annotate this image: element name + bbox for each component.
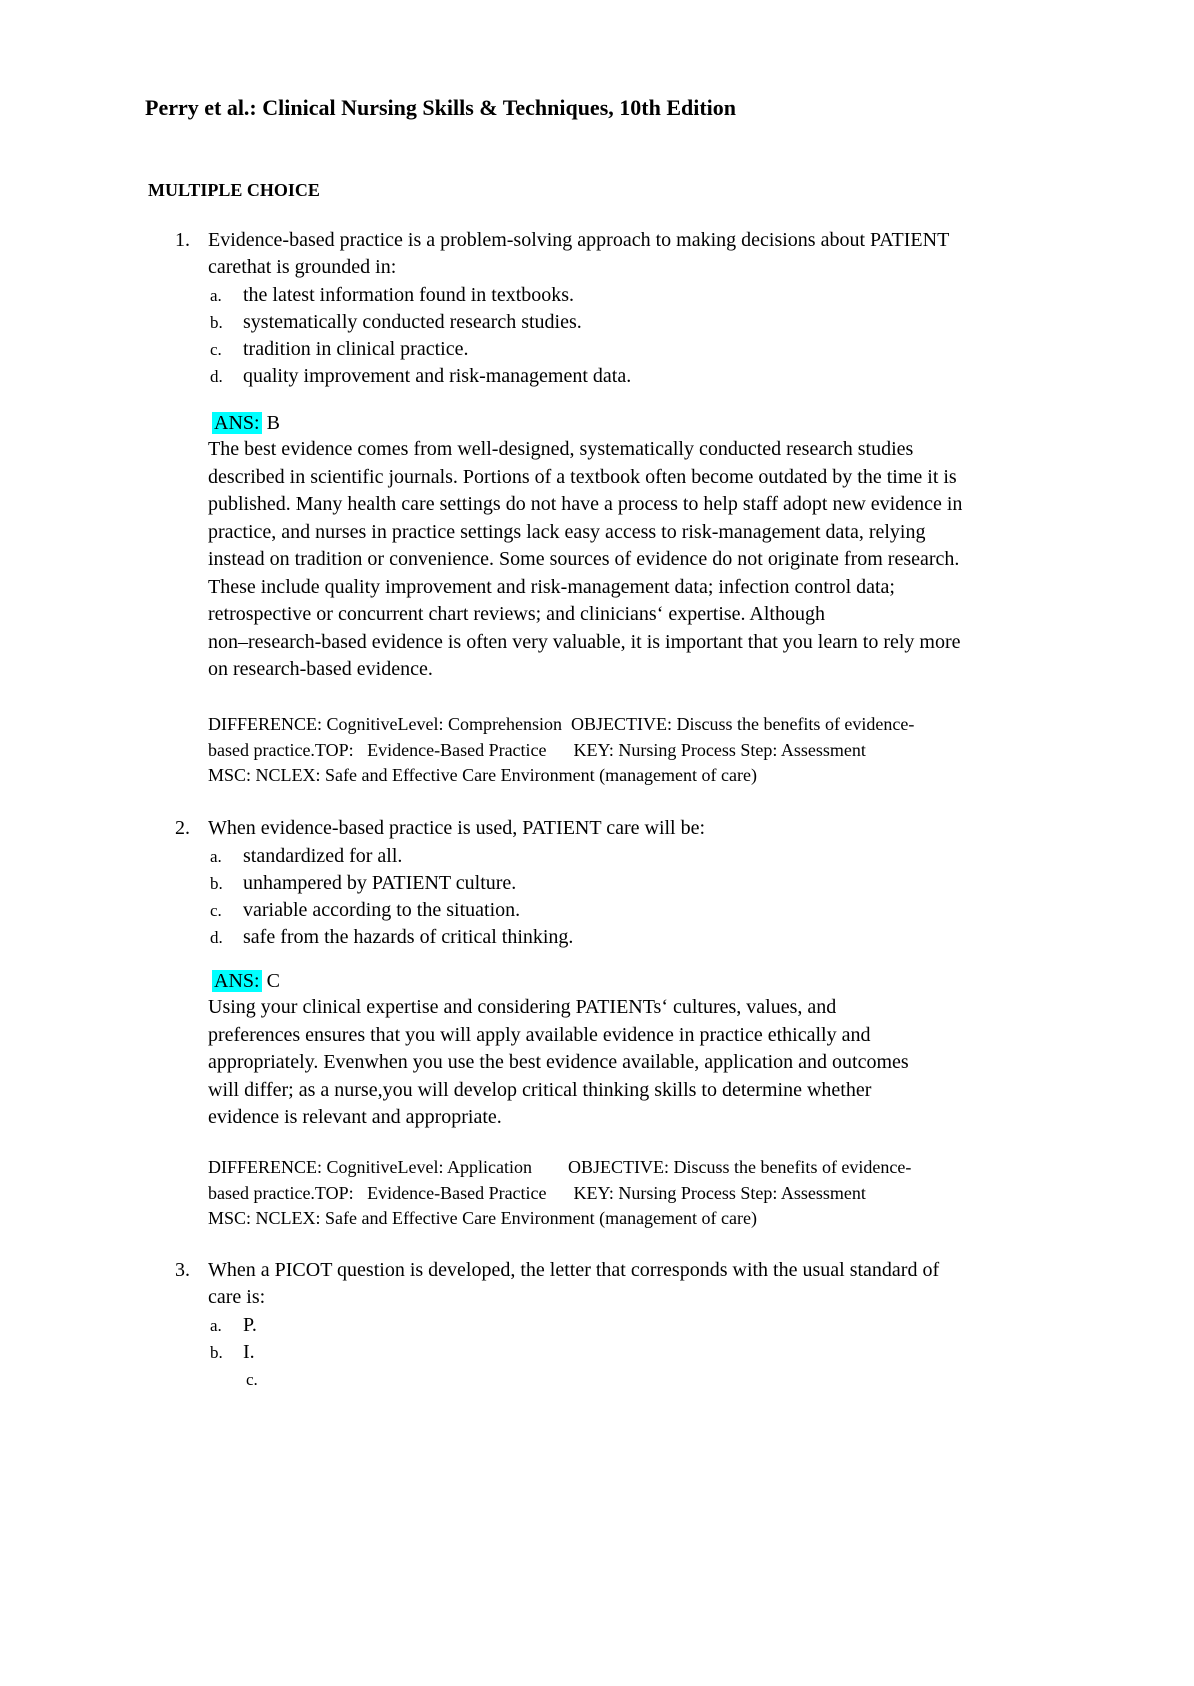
rationale-line: Using your clinical expertise and considering PATIENTs‘ cultures, values, and bbox=[208, 996, 837, 1018]
question-2-option-d-letter: d. bbox=[210, 928, 223, 947]
rationale-line: instead on tradition or convenience. Some sources of evidence do not originate from research. bbox=[208, 548, 960, 570]
question-1-rationale bbox=[208, 436, 1113, 684]
question-1-stem bbox=[208, 227, 1108, 281]
question-3-stem-line-1: When a PICOT question is developed, the letter that corresponds with the usual standard of bbox=[208, 1259, 940, 1281]
metadata-line: MSC: NCLEX: Safe and Effective Care Environment (management of care) bbox=[208, 765, 757, 785]
question-3-number: 3. bbox=[175, 1259, 190, 1281]
question-1-answer bbox=[212, 410, 280, 437]
answer-value: B bbox=[266, 412, 280, 434]
metadata-line: based practice.TOP: Evidence-Based Practice KEY: Nursing Process Step: Assessment bbox=[208, 739, 866, 760]
question-2-number: 2. bbox=[175, 817, 190, 839]
rationale-line: These include quality improvement and risk-management data; infection control data; bbox=[208, 575, 895, 598]
question-2-answer bbox=[212, 968, 280, 995]
question-1-number: 1. bbox=[175, 229, 190, 251]
question-3-stem bbox=[208, 1257, 1108, 1311]
metadata-line: DIFFERENCE: CognitiveLevel: Application OBJECTIVE: Discuss the benefits of evidence- bbox=[208, 1157, 912, 1177]
section-heading: MULTIPLE CHOICE bbox=[148, 180, 320, 200]
question-1-option-a: the latest information found in textbooks. bbox=[243, 284, 575, 306]
question-2-option-c-letter: c. bbox=[210, 901, 222, 920]
rationale-line: preferences ensures that you will apply available evidence in practice ethically and bbox=[208, 1023, 871, 1046]
rationale-line: The best evidence comes from well-designed, systematically conducted research studies bbox=[208, 438, 914, 460]
rationale-line: retrospective or concurrent chart reviews; and clinicians‘ expertise. Although bbox=[208, 603, 825, 625]
metadata-line: DIFFERENCE: CognitiveLevel: Comprehension OBJECTIVE: Discuss the benefits of evidence- bbox=[208, 714, 915, 734]
rationale-line: appropriately. Evenwhen you use the best evidence available, application and outcomes bbox=[208, 1051, 909, 1073]
question-2-option-b: unhampered by PATIENT culture. bbox=[243, 872, 517, 894]
question-1-option-a-letter: a. bbox=[210, 286, 222, 305]
question-3-option-a: P. bbox=[243, 1314, 257, 1336]
question-1-option-b-letter: b. bbox=[210, 313, 223, 332]
question-1-option-d-letter: d. bbox=[210, 367, 223, 386]
answer-label: ANS: bbox=[214, 412, 260, 434]
question-3-option-c-letter: c. bbox=[246, 1370, 258, 1389]
question-2-option-d: safe from the hazards of critical thinking. bbox=[243, 926, 574, 948]
rationale-line: published. Many health care settings do not have a process to help staff adopt new evidence in bbox=[208, 493, 963, 515]
rationale-line: non–research-based evidence is often very valuable, it is important that you learn to rely more bbox=[208, 630, 961, 653]
metadata-line: MSC: NCLEX: Safe and Effective Care Environment (management of care) bbox=[208, 1208, 757, 1228]
document-title: Perry et al.: Clinical Nursing Skills & Techniques, 10th Edition bbox=[145, 95, 737, 120]
question-3-option-a-letter: a. bbox=[210, 1316, 222, 1335]
question-2-metadata bbox=[208, 1155, 1108, 1232]
question-2-rationale bbox=[208, 994, 1113, 1132]
answer-label: ANS: bbox=[214, 970, 260, 992]
question-1-stem-line-2: carethat is grounded in: bbox=[208, 256, 397, 278]
rationale-line: will differ; as a nurse,you will develop critical thinking skills to determine whether bbox=[208, 1078, 872, 1101]
metadata-line: based practice.TOP: Evidence-Based Practice KEY: Nursing Process Step: Assessment bbox=[208, 1182, 866, 1203]
question-1-option-d: quality improvement and risk-management data. bbox=[243, 365, 632, 387]
question-1-option-c-letter: c. bbox=[210, 340, 222, 359]
answer-value: C bbox=[266, 970, 280, 992]
question-3-stem-line-2: care is: bbox=[208, 1286, 266, 1308]
question-2-option-c: variable according to the situation. bbox=[243, 899, 521, 921]
rationale-line: described in scientific journals. Portions of a textbook often become outdated by the time it is bbox=[208, 465, 957, 488]
rationale-line: evidence is relevant and appropriate. bbox=[208, 1106, 502, 1128]
question-2-option-a: standardized for all. bbox=[243, 845, 403, 867]
rationale-line: practice, and nurses in practice settings lack easy access to risk-management data, relying bbox=[208, 520, 926, 543]
question-2-stem-line-1: When evidence-based practice is used, PATIENT care will be: bbox=[208, 817, 706, 839]
question-3-option-b: I. bbox=[243, 1341, 255, 1363]
question-1-metadata bbox=[208, 712, 1108, 789]
question-2-option-b-letter: b. bbox=[210, 874, 223, 893]
rationale-line: on research-based evidence. bbox=[208, 658, 433, 680]
question-1-option-b: systematically conducted research studies. bbox=[243, 311, 582, 333]
question-2-option-a-letter: a. bbox=[210, 847, 222, 866]
question-3-option-b-letter: b. bbox=[210, 1343, 223, 1362]
question-1-option-c: tradition in clinical practice. bbox=[243, 338, 469, 360]
question-2-stem bbox=[208, 815, 1108, 842]
question-1-stem-line-1: Evidence-based practice is a problem-solving approach to making decisions about PATIENT bbox=[208, 229, 950, 251]
